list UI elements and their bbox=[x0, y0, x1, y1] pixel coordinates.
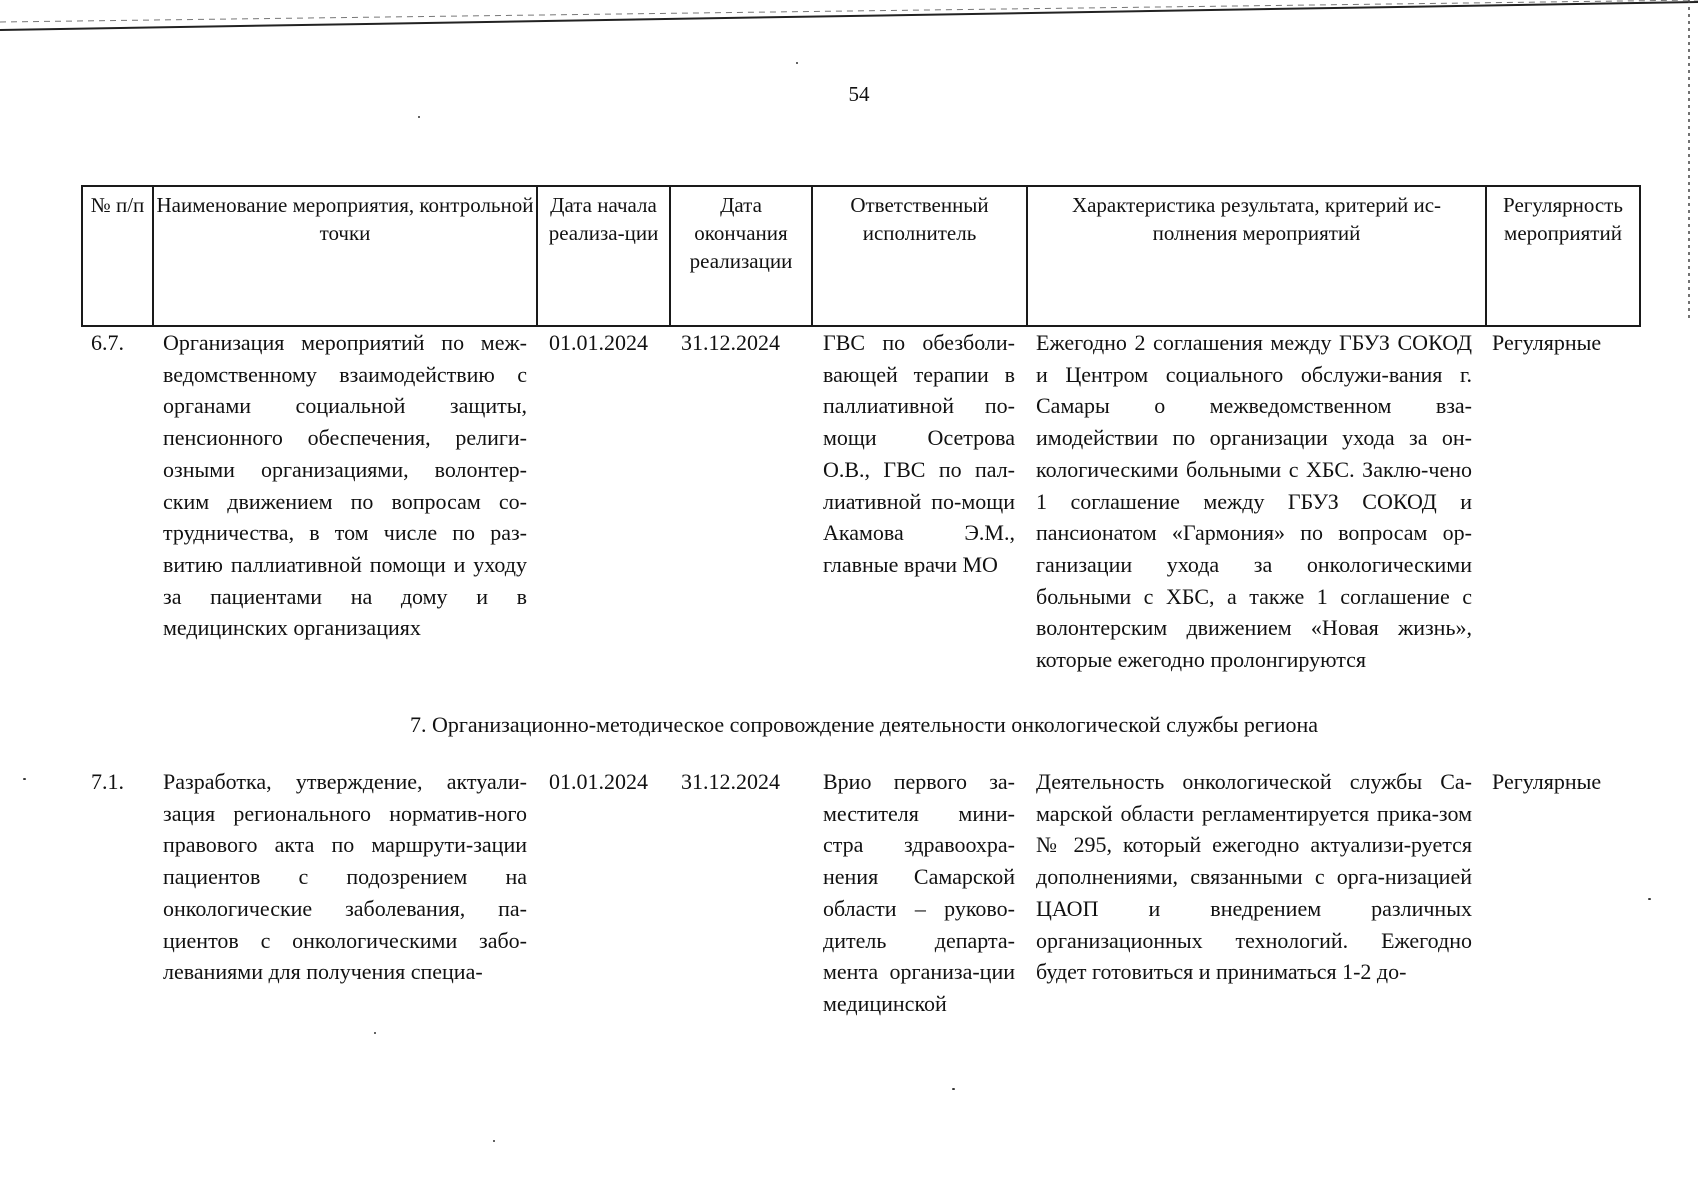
scan-speck bbox=[374, 1032, 376, 1034]
row-responsible: ГВС по обезболи-вающей терапии в паллиативной по-мощи Осетрова О.В., ГВС по пал-лиативной по-мощи Акамова Э.М., главные врачи МО bbox=[823, 330, 1015, 577]
scan-edge-top bbox=[0, 0, 1698, 40]
scan-speck bbox=[418, 116, 420, 118]
table-header bbox=[81, 185, 1641, 327]
scan-speck bbox=[952, 1088, 955, 1090]
scan-speck bbox=[796, 62, 798, 64]
row-name: Разработка, утверждение, актуали-зация регионального норматив-ного правового акта по маршрути-зации пациентов с подозрением на онкологические заболевания, па-циентов с онкологическими забо-леваниями для получения специа- bbox=[163, 769, 527, 985]
row-result: Деятельность онкологической службы Са-марской области регламентируется прика-зом № 295, который ежегодно актуализи-руется дополнениями, связанными с орга-низацией ЦАОП и внедрением различных организационных технологий. Ежегодно будет готовиться и приниматься 1-2 до- bbox=[1036, 769, 1472, 985]
scan-speck bbox=[493, 1140, 495, 1142]
scan-edge-right bbox=[1686, 0, 1692, 1200]
header-result: Характеристика результата, критерий ис-полнения мероприятий bbox=[1027, 186, 1486, 326]
header-number: № п/п bbox=[82, 186, 153, 326]
row-responsible: Врио первого за-местителя мини-стра здравоохра-нения Самарской области – руково-дитель департа-мента организа-ции медицинской bbox=[823, 769, 1015, 1016]
row-start-date: 01.01.2024 bbox=[549, 769, 648, 794]
row-name: Организация мероприятий по меж-ведомственному взаимодействию с органами социальной защиты, пенсионного обеспечения, религи-озными организациями, волонтер-ским движением по вопросам со-трудничества, в том числе по раз-витию паллиативной помощи и уходу за пациентами на дому и в медицинских организациях bbox=[163, 330, 527, 641]
header-end-date: Дата окончания реализации bbox=[670, 186, 812, 326]
row-number: 6.7. bbox=[91, 330, 124, 355]
scan-speck bbox=[1648, 898, 1651, 900]
scan-speck bbox=[23, 778, 26, 780]
section-heading: 7. Организационно-методическое сопровождение деятельности онкологической службы региона bbox=[409, 712, 1319, 737]
row-number: 7.1. bbox=[91, 769, 124, 794]
row-start-date: 01.01.2024 bbox=[549, 330, 648, 355]
header-name: Наименование мероприятия, контрольной точки bbox=[153, 186, 537, 326]
row-result: Ежегодно 2 соглашения между ГБУЗ СОКОД и Центром социального обслужи-вания г. Самары о межведомственном вза-имодействии по организации ухода за он-кологическими больными с ХБС. Заклю-чено 1 соглашение между ГБУЗ СОКОД и пансионатом «Гармония» по вопросам ор-ганизации ухода за онкологическими больными с ХБС, а также 1 соглашение с волонтерским движением «Новая жизнь», которые ежегодно пролонгируются bbox=[1036, 330, 1472, 673]
header-start-date: Дата начала реализа-ции bbox=[537, 186, 670, 326]
row-regularity: Регулярные bbox=[1492, 330, 1602, 355]
row-end-date: 31.12.2024 bbox=[681, 769, 780, 794]
header-responsible: Ответственный исполнитель bbox=[812, 186, 1027, 326]
row-end-date: 31.12.2024 bbox=[681, 330, 780, 355]
page-number: 54 bbox=[848, 82, 870, 106]
row-regularity: Регулярные bbox=[1492, 769, 1602, 794]
header-regularity: Регулярность мероприятий bbox=[1486, 186, 1640, 326]
